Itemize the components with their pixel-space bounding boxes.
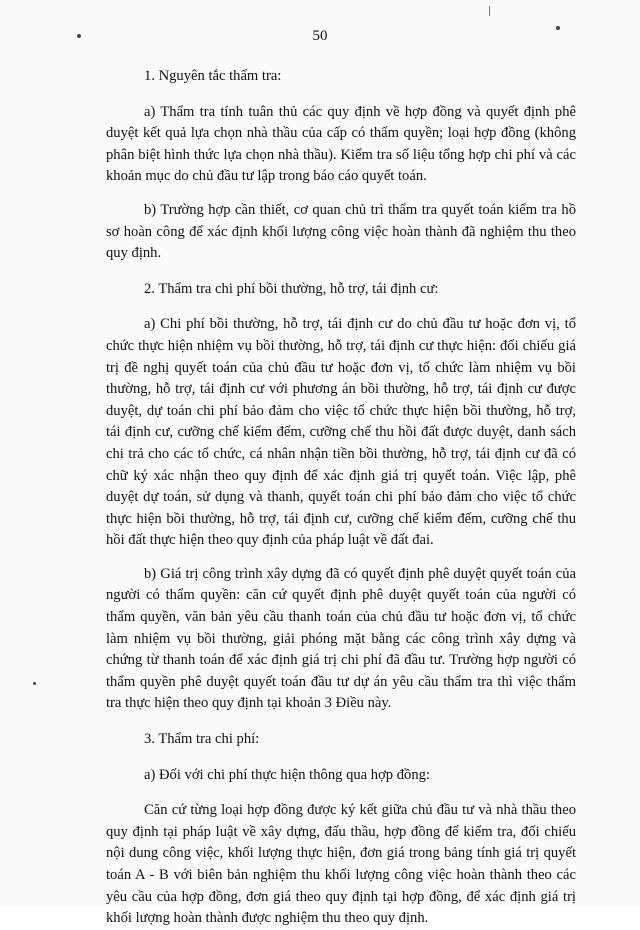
section-3-heading: 3. Thẩm tra chi phí: (144, 731, 260, 748)
scan-mark (489, 6, 490, 16)
scan-speck (33, 682, 36, 685)
section-1-heading: 1. Nguyên tắc thẩm tra: (144, 68, 282, 84)
section-2-heading: 2. Thẩm tra chi phí bồi thường, hỗ trợ, tái định cư: (144, 280, 439, 297)
section-1-paragraph-a: a) Thẩm tra tính tuân thủ các quy định về hợp đồng và quyết định phê duyệt kết quả lựa chọn nhà thầu của cấp có thẩm quyền; loại hợp đồng (không phân biệt hình thức lựa chọn nhà thầu). Kiểm tra số liệu tổng hợp chi phí và các khoản mục do chủ đầu tư lập trong báo cáo quyết toán. (106, 103, 576, 185)
section-3-a-heading: a) Đối với chi phí thực hiện thông qua hợp đồng: (144, 766, 430, 783)
section-1-paragraph-b: b) Trường hợp cần thiết, cơ quan chủ trì thẩm tra quyết toán kiểm tra hồ sơ hoàn công để xác định khối lượng công việc hoàn thành đã nghiệm thu theo quy định. (106, 201, 576, 262)
section-3-a-paragraph: Căn cứ từng loại hợp đồng được ký kết giữa chủ đầu tư và nhà thầu theo quy định tại pháp luật về xây dựng, đấu thầu, hợp đồng để kiểm tra, đối chiếu nội dung công việc, khối lượng thực hiện, đơn giá trong bảng tính giá trị quyết toán A - B với biên bản nghiệm thu khối lượng công việc hoàn thành theo các yêu cầu của hợp đồng, đơn giá theo quy định tại hợp đồng, để xác định giá trị khối lượng hoàn thành được nghiệm thu theo quy định. (106, 802, 576, 927)
section-2-paragraph-b: b) Giá trị công trình xây dựng đã có quyết định phê duyệt quyết toán của người có thẩm quyền: căn cứ quyết định phê duyệt quyết toán của người có thẩm quyền, văn bản yêu cầu thanh toán của chủ đầu tư hoặc đơn vị, tổ chức làm nhiệm vụ bồi thường, giải phóng mặt bằng các công trình xây dựng và chứng từ thanh toán để xác định giá trị chi phí đã đầu tư. Trường hợp người có thẩm quyền phê duyệt quyết toán đầu tư dự án yêu cầu thẩm tra thì việc thẩm tra thực hiện theo quy định tại khoản 3 Điều này. (106, 565, 576, 712)
page-number: 50 (312, 28, 328, 44)
document-body (106, 66, 576, 930)
section-2-paragraph-a: a) Chi phí bồi thường, hỗ trợ, tái định cư do chủ đầu tư hoặc đơn vị, tổ chức thực hiện nhiệm vụ bồi thường, hỗ trợ, tái định cư thực hiện: đối chiếu giá trị đề nghị quyết toán của chủ đầu tư hoặc đơn vị, tổ chức làm nhiệm vụ bồi thường, hỗ trợ, tái định cư với phương án bồi thường, hỗ trợ, tái định cư được duyệt, dự toán chi phí bảo đảm cho việc tổ chức thực hiện bồi thường, hỗ trợ, tái định cư, cưỡng chế kiểm đếm, cưỡng chế thu hồi đất được duyệt, danh sách chi trả cho các tổ chức, cá nhân nhận tiền bồi thường, hỗ trợ, tái định cư đã có chữ ký xác nhận theo quy định để xác định giá trị quyết toán. Việc lập, phê duyệt dự toán, sử dụng và thanh, quyết toán chi phí bảo đảm cho việc tổ chức thực hiện bồi thường, hỗ trợ, tái định cư, cưỡng chế kiểm đếm, cưỡng chế thu hồi đất thực hiện theo quy định của pháp luật về đất đai. (106, 316, 576, 549)
